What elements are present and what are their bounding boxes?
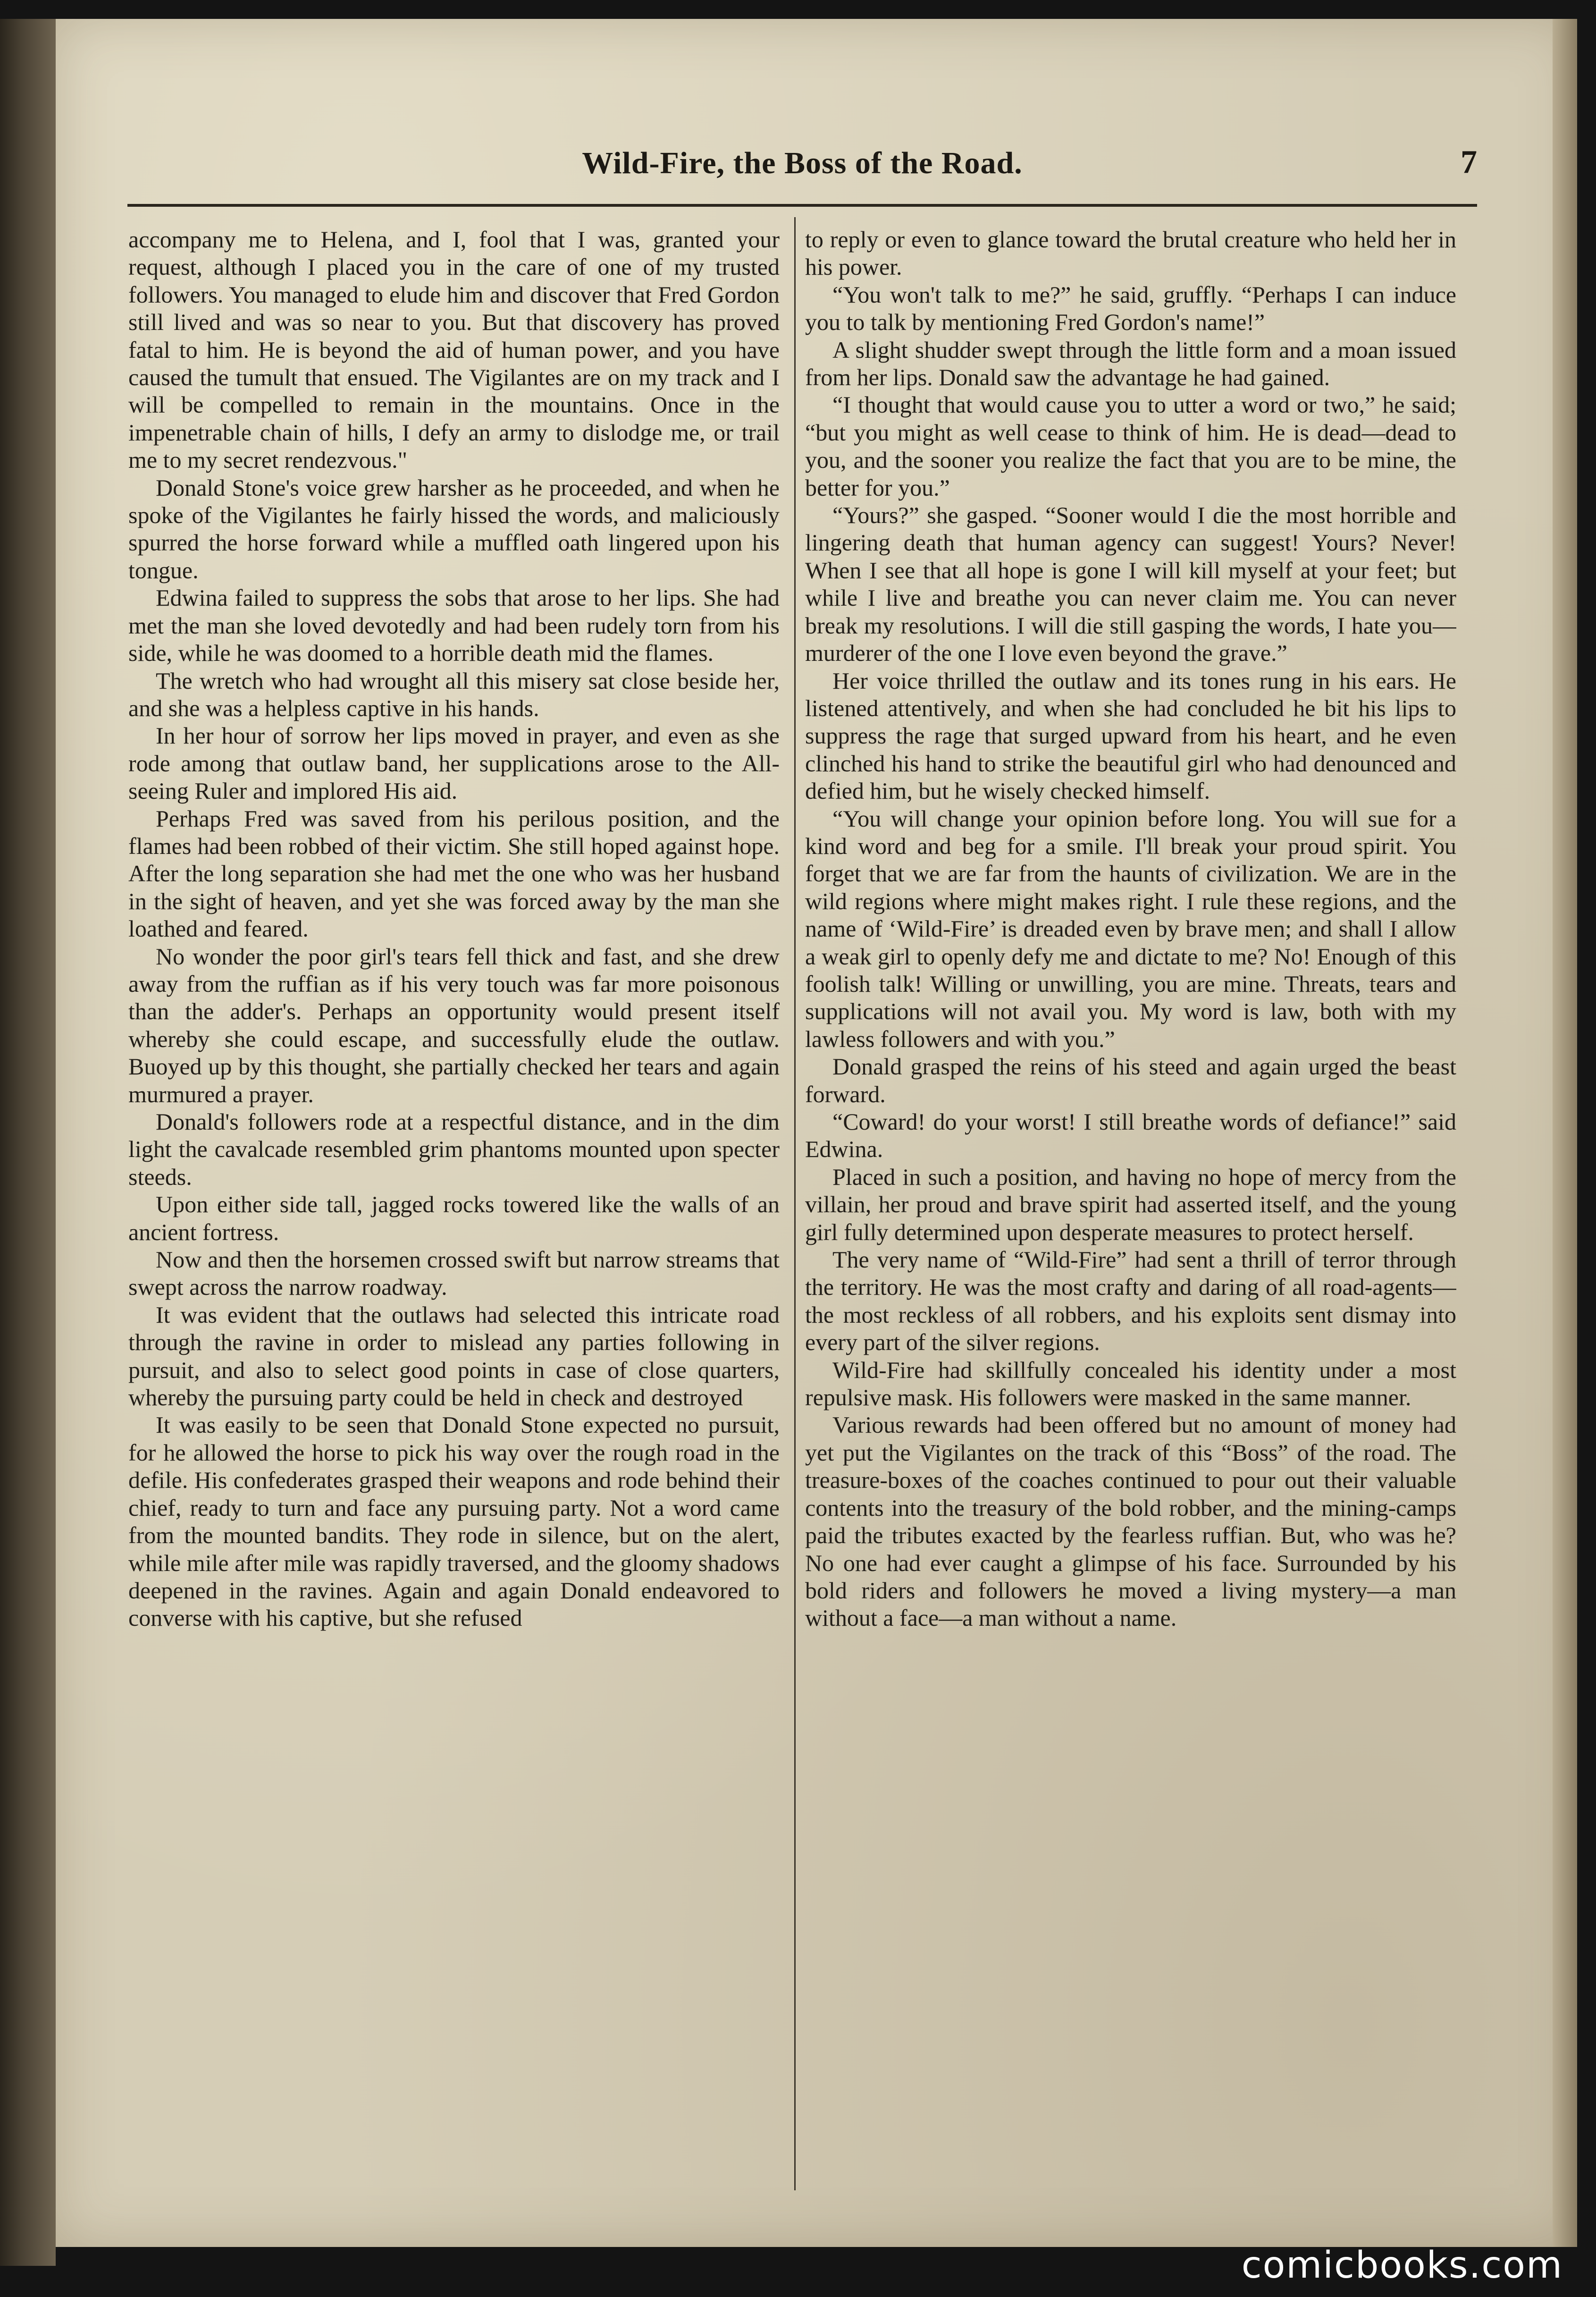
paragraph: to reply or even to glance toward the brutal creature who held her in his power. [805, 226, 1456, 280]
paragraph: Upon either side tall, jagged rocks towered like the walls of an ancient fortress. [128, 1191, 780, 1245]
paragraph: “I thought that would cause you to utter a word or two,” he said; “but you might as well cease to think of him. He is dead—dead to you, and the sooner you realize the fact that you are to be mine, the better for you.” [805, 391, 1456, 501]
watermark: comicbooks.com [1241, 2244, 1563, 2287]
paragraph: “Yours?” she gasped. “Sooner would I die the most horrible and lingering death that human agency can suggest! Yours? Never! When I see that all hope is gone I will kill myself at your feet; but while I live and breathe you can never claim me. You can never break my resolutions. I will die still gasping the words, I hate you—murderer of the one I love even beyond the grave.” [805, 502, 1456, 667]
paragraph: It was evident that the outlaws had selected this intricate road through the ravine in order to mislead any parties following in pursuit, and also to select good points in case of close quarters, whereby the pursuing party could be held in check and destroyed [128, 1301, 780, 1411]
paragraph: “Coward! do your worst! I still breathe words of defiance!” said Edwina. [805, 1108, 1456, 1163]
paragraph: Donald's followers rode at a respectful distance, and in the dim light the cavalcade resembled grim phantoms mounted upon specter steeds. [128, 1108, 780, 1190]
paragraph: Wild-Fire had skillfully concealed his identity under a most repulsive mask. His followers were masked in the same manner. [805, 1356, 1456, 1411]
paragraph: “You will change your opinion before long. You will sue for a kind word and beg for a smile. I'll break your proud spirit. You forget that we are far from the haunts of civilization. We are in the wild regions where might makes right. I rule these regions, and the name of ‘Wild-Fire’ is dreaded even by brave men; and shall I allow a weak girl to openly defy me and dictate to me? No! Enough of this foolish talk! Willing or unwilling, you are mine. Threats, tears and supplications will not avail you. My word is law, both with my lawless followers and with you.” [805, 805, 1456, 1052]
column-divider [794, 217, 796, 2190]
paragraph: Perhaps Fred was saved from his perilous position, and the flames had been robbed of their victim. She still hoped against hope. After the long separation she had met the one who was her husband in the sight of heaven, and yet she was forced away by the man she loathed and feared. [128, 805, 780, 942]
header-rule [127, 204, 1477, 207]
left-column [128, 226, 780, 2185]
paragraph: The very name of “Wild-Fire” had sent a thrill of terror through the territory. He was the most crafty and daring of all road-agents—the most reckless of all robbers, and his exploits sent dismay into every part of the silver regions. [805, 1246, 1456, 1356]
paragraph: No wonder the poor girl's tears fell thick and fast, and she drew away from the ruffian as if his very touch was far more poisonous than the adder's. Perhaps an opportunity would present itself whereby she could escape, and successfully elude the outlaw. Buoyed up by this thought, she partially checked her tears and again murmured a prayer. [128, 943, 780, 1107]
paragraph: It was easily to be seen that Donald Stone expected no pursuit, for he allowed the horse to pick his way over the rough road in the defile. His confederates grasped their weapons and rode behind their chief, ready to turn and face any pursuing party. Not a word came from the mounted bandits. They rode in silence, but on the alert, while mile after mile was rapidly traversed, and the gloomy shadows deepened in the ravines. Again and again Donald endeavored to converse with his captive, but she refused [128, 1411, 780, 1631]
paragraph: A slight shudder swept through the little form and a moan issued from her lips. Donald saw the advantage he had gained. [805, 336, 1456, 391]
page-number: 7 [1461, 144, 1477, 180]
paragraph: Now and then the horsemen crossed swift but narrow streams that swept across the narrow roadway. [128, 1246, 780, 1301]
paragraph: Various rewards had been offered but no amount of money had yet put the Vigilantes on the track of this “Boss” of the road. The treasure-boxes of the coaches continued to pour out their valuable contents into the treasury of the bold robber, and the mining-camps paid the tributes exacted by the fearless ruffian. But, who was he? No one had ever caught a glimpse of his face. Surrounded by his bold riders and followers he moved a living mystery—a man without a face—a man without a name. [805, 1411, 1456, 1631]
paragraph: Donald Stone's voice grew harsher as he proceeded, and when he spoke of the Vigilantes he fairly hissed the words, and maliciously spurred the horse forward while a muffled oath lingered upon his tongue. [128, 474, 780, 583]
paragraph: “You won't talk to me?” he said, gruffly. “Perhaps I can induce you to talk by mentioning Fred Gordon's name!” [805, 281, 1456, 336]
running-title: Wild-Fire, the Boss of the Road. [582, 146, 1023, 180]
paragraph: Donald grasped the reins of his steed and again urged the beast forward. [805, 1053, 1456, 1107]
paragraph: accompany me to Helena, and I, fool that I was, granted your request, although I placed you in the care of one of my trusted followers. You managed to elude him and discover that Fred Gordon still lived and was so near to you. But that discovery has proved fatal to him. He is beyond the aid of human power, and you have caused the tumult that ensued. The Vigilantes are on my track and I will be compelled to remain in the mountains. Once in the impenetrable chain of hills, I defy an army to dislodge me, or trail me to my secret rendezvous." [128, 226, 780, 473]
page-edge [1553, 19, 1577, 2247]
paragraph: Placed in such a position, and having no hope of mercy from the villain, her proud and brave spirit had asserted itself, and the young girl fully determined upon desperate measures to protect herself. [805, 1163, 1456, 1245]
paragraph: The wretch who had wrought all this misery sat close beside her, and she was a helpless captive in his hands. [128, 667, 780, 721]
paragraph: Edwina failed to suppress the sobs that arose to her lips. She had met the man she loved devotedly and had been rudely torn from his side, while he was doomed to a horrible death mid the flames. [128, 584, 780, 667]
binding-gutter [0, 19, 56, 2266]
right-column [805, 226, 1456, 2185]
paragraph: In her hour of sorrow her lips moved in prayer, and even as she rode among that outlaw band, her supplications arose to the All-seeing Ruler and implored His aid. [128, 722, 780, 804]
paragraph: Her voice thrilled the outlaw and its tones rung in his ears. He listened attentively, and when she had concluded he bit his lips to suppress the rage that surged upward from his heart, and he even clinched his hand to strike the beautiful girl who had denounced and defied him, but he wisely checked himself. [805, 667, 1456, 804]
running-header [127, 137, 1477, 198]
